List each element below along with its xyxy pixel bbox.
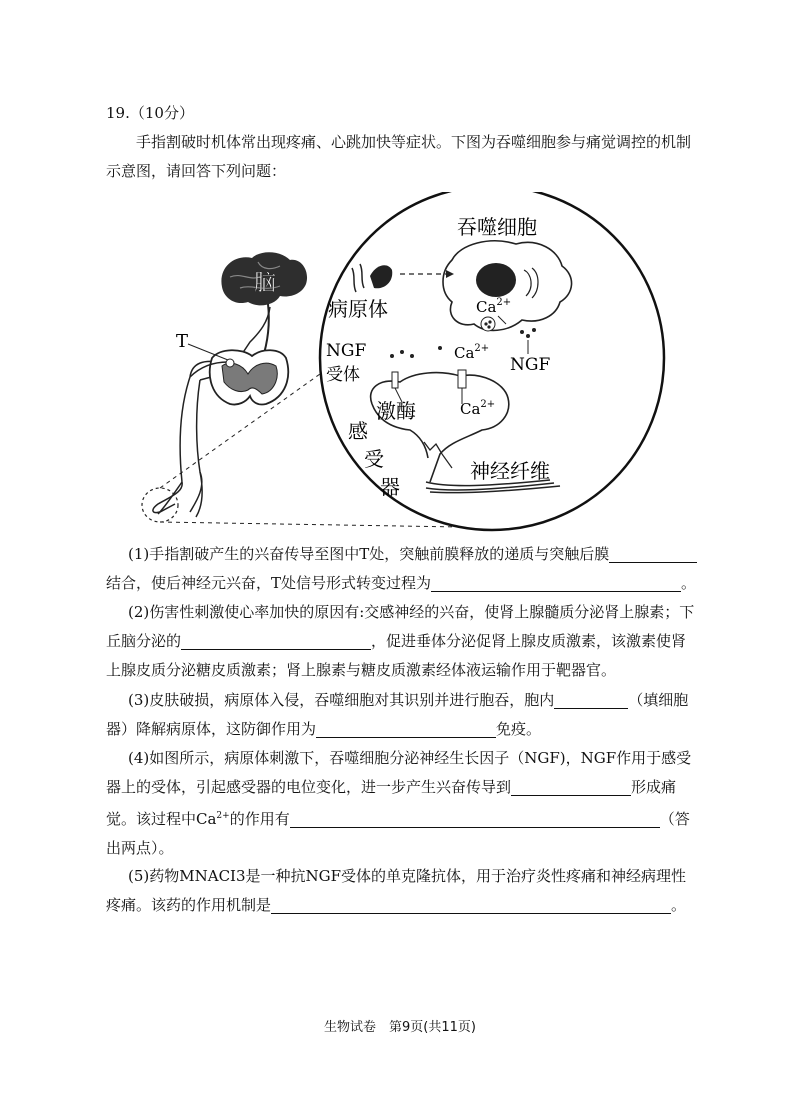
question-5-text-b: 。 xyxy=(671,896,687,914)
phagocyte-label: 吞噬细胞 xyxy=(457,215,537,239)
question-intro: 手指割破时机体常出现疼痛、心跳加快等症状。下图为吞噬细胞参与痛觉调控的机制示意图，请回答下列问题： xyxy=(106,133,692,180)
kinase-label: 激酶 xyxy=(376,399,416,423)
arm-hand-drawing xyxy=(142,307,270,522)
question-1-text-c: 。 xyxy=(681,574,697,592)
answer-blank-4b[interactable] xyxy=(290,809,660,828)
question-5 xyxy=(106,862,698,920)
receptor-char-2: 受 xyxy=(364,447,384,471)
spinal-cord-section xyxy=(190,350,288,404)
ca-label-inside: $Ca^{2+}$ xyxy=(460,399,496,418)
question-number: 19.（10分） xyxy=(106,104,194,122)
question-2 xyxy=(106,598,698,685)
page-footer: 生物试卷 第9页(共11页) xyxy=(324,1020,476,1035)
answer-blank-4a[interactable] xyxy=(511,777,631,796)
receptor-char-3: 器 xyxy=(380,475,400,499)
answer-blank-2[interactable] xyxy=(181,631,371,650)
question-3 xyxy=(106,686,698,744)
question-4-text-b: 形成痛觉。该过程中Ca xyxy=(106,778,677,828)
pain-mechanism-figure xyxy=(130,192,670,532)
question-1-text-b: 结合，使后神经元兴奋，T处信号形式转变过程为 xyxy=(106,574,432,592)
question-4 xyxy=(106,744,698,863)
question-4-text-c: 的作用有 xyxy=(229,810,290,828)
question-1-text-a: (1)手指割破产生的兴奋传导至图中T处，突触前膜释放的递质与突触后膜 xyxy=(128,545,610,563)
answer-blank-3a[interactable] xyxy=(554,690,628,709)
question-4-text-a: (4)如图所示，病原体刺激下，吞噬细胞分泌神经生长因子（NGF)，NGF作用于感受器上的受体，引起感受器的电位变化，进一步产生兴奋传导到 xyxy=(106,749,692,796)
question-3-text-c: 免疫。 xyxy=(496,720,542,738)
question-4-text-d: （答出两点）。 xyxy=(106,810,690,857)
ca-charge-superscript: 2+ xyxy=(216,811,230,821)
answer-blank-1b[interactable] xyxy=(431,573,681,592)
ngf-receptor-label-2: 受体 xyxy=(326,365,360,385)
t-label: T xyxy=(176,331,189,352)
ngf-label: NGF xyxy=(510,355,551,375)
question-2-text-a: (2)伤害性刺激使心率加快的原因有:交感神经的兴奋，使肾上腺髓质分泌肾上腺素；下丘脑分泌的 xyxy=(106,603,695,650)
question-3-text-b: （填细胞器）降解病原体，这防御作用为 xyxy=(106,691,689,738)
answer-blank-1a[interactable] xyxy=(609,544,697,563)
ngf-receptor-label-1: NGF xyxy=(326,341,367,361)
question-5-text-a: (5)药物MNACI3是一种抗NGF受体的单克隆抗体，用于治疗炎性疼痛和神经病理性疼痛。该药的作用机制是 xyxy=(106,867,687,914)
receptor-char-1: 感 xyxy=(348,419,368,443)
pathogen-label: 病原体 xyxy=(328,297,388,321)
answer-blank-3b[interactable] xyxy=(316,719,496,738)
ca-label-cell: $Ca^{2+}$ xyxy=(476,297,512,316)
brain-label: 脑 xyxy=(254,271,277,296)
question-2-text-b: ，促进垂体分泌促肾上腺皮质激素，该激素使肾上腺皮质分泌糖皮质激素；肾上腺素与糖皮质激素经体液运输作用于靶器官。 xyxy=(106,632,687,679)
pathogen-drawing xyxy=(352,264,454,292)
question-1 xyxy=(106,540,698,598)
answer-blank-5[interactable] xyxy=(271,895,671,914)
ca-label-outside: $Ca^{2+}$ xyxy=(454,343,490,362)
nerve-fiber-label: 神经纤维 xyxy=(470,459,550,483)
question-3-text-a: (3)皮肤破损，病原体入侵，吞噬细胞对其识别并进行胞吞，胞内 xyxy=(128,691,555,709)
